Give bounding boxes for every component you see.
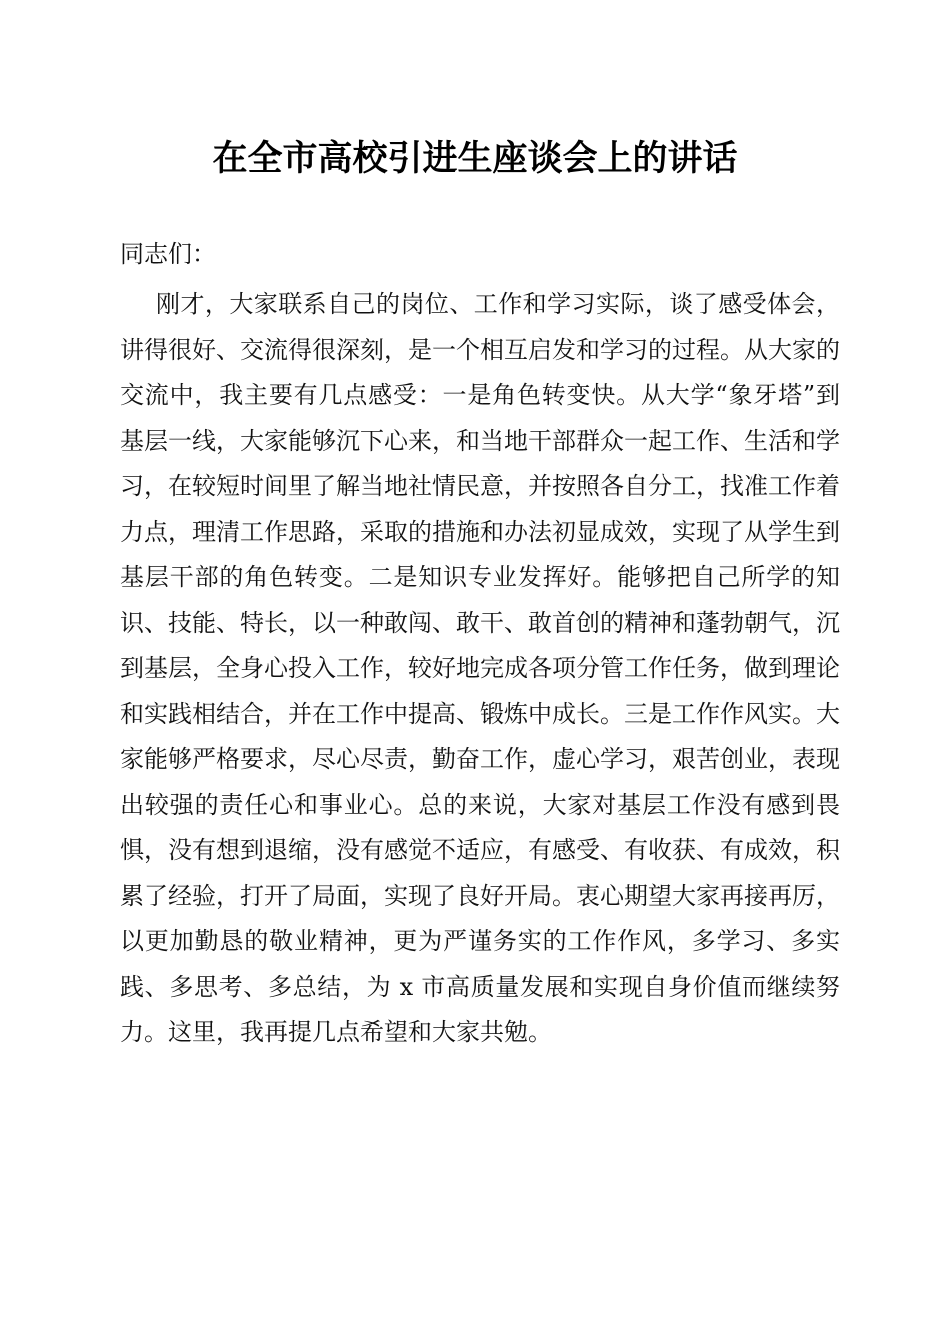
salutation: 同志们： bbox=[120, 240, 216, 268]
body-paragraph: 刚才，大家联系自己的岗位、工作和学习实际，谈了感受体会，讲得很好、交流得很深刻，是一个相互启发和学习的过程。从大家的交流中，我主要有几点感受：一是角色转变快。从大学“象牙塔”到基层一线，大家能够沉下心来，和当地干部群众一起工作、生活和学习，在较短时间里了解当地社情民意，并按照各自分工，找准工作着力点，理清工作思路，采取的措施和办法初显成效，实现了从学生到基层干部的角色转变。二是知识专业发挥好。能够把自己所学的知识、技能、特长，以一种敢闯、敢干、敢首创的精神和蓬勃朝气，沉到基层，全身心投入工作，较好地完成各项分管工作任务，做到理论和实践相结合，并在工作中提高、锻炼中成长。三是工作作风实。大家能够严格要求，尽心尽责，勤奋工作，虚心学习，艰苦创业，表现出较强的责任心和事业心。总的来说，大家对基层工作没有感到畏惧，没有想到退缩，没有感觉不适应，有感受、有收获、有成效，积累了经验，打开了局面，实现了良好开局。衷心期望大家再接再厉，以更加勤恳的敬业精神，更为严谨务实的工作作风，多学习、多实践、多思考、多总结，为 x 市高质量发展和实现自身价值而继续努力。这里，我再提几点希望和大家共勉。 bbox=[120, 290, 840, 1046]
document-title: 在全市高校引进生座谈会上的讲话 bbox=[212, 138, 738, 179]
